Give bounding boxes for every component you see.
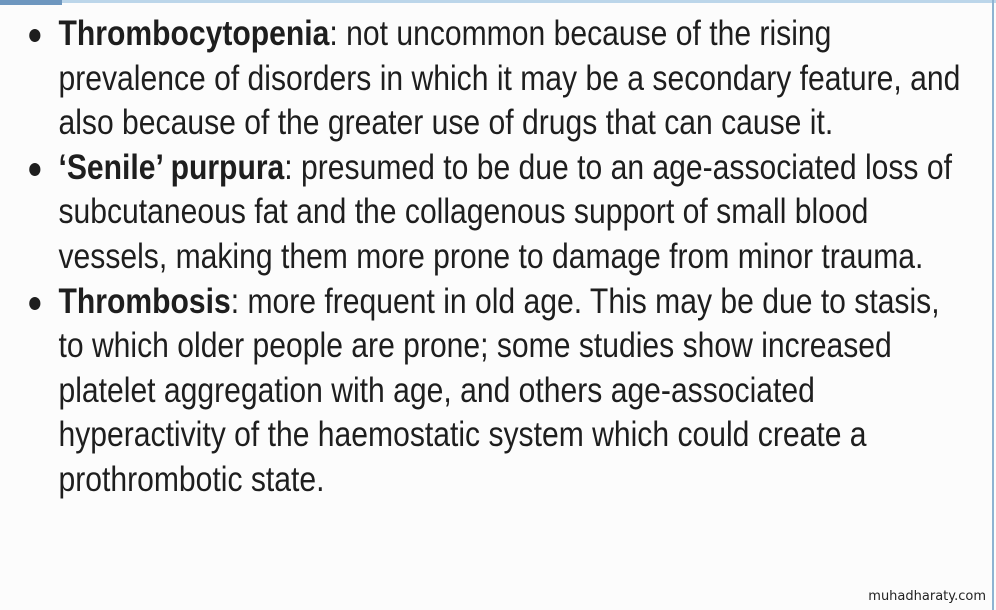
top-tab (0, 0, 62, 5)
bullet-dot (29, 297, 40, 310)
bullet-item-thrombocytopenia (0, 12, 970, 146)
bullet-item-senile-purpura (0, 146, 970, 280)
bullet-dot (29, 163, 40, 176)
bullet-text: : not uncommon because of the rising prevalence of disorders in which it may be a secondary feature, and also because of the greater use of drugs that can cause it. (58, 14, 961, 143)
bullet-text: : more frequent in old age. This may be due to stasis, to which older people are prone; some studies show increased platelet aggregation with age, and others age-associated hyperactivity of the haemostatic system which could create a prothrombotic state. (58, 281, 940, 499)
bullet-term: Thrombocytopenia (58, 14, 330, 53)
right-rule (992, 0, 994, 610)
bullet-list (0, 12, 960, 503)
bullet-text: : presumed to be due to an age-associated loss of subcutaneous fat and the collagenous support of small blood vessels, making them more prone to damage from minor trauma. (58, 147, 952, 276)
bullet-item-thrombosis (0, 280, 970, 503)
bullet-term: ‘Senile’ purpura (58, 147, 285, 187)
bullet-dot (29, 29, 40, 42)
bullet-term: Thrombosis (58, 281, 231, 321)
top-rule (0, 0, 996, 3)
watermark-text: muhadharaty.com (868, 589, 986, 604)
